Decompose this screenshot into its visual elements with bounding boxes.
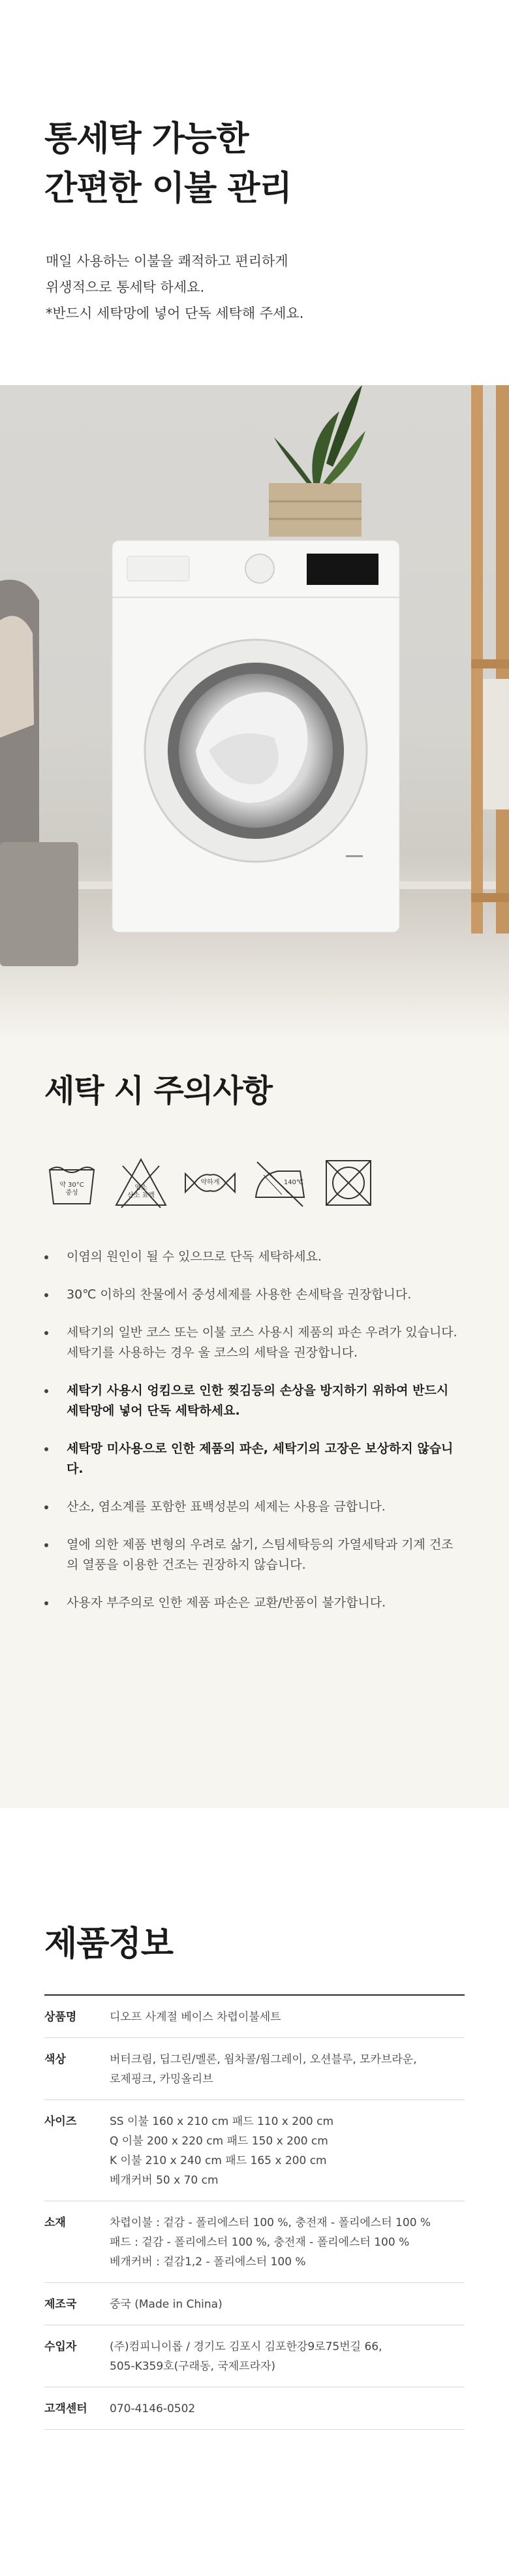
hero-section bbox=[0, 0, 509, 385]
no-iron-icon bbox=[252, 1155, 307, 1210]
spec-table bbox=[44, 1994, 465, 2430]
spec-row-size bbox=[44, 2100, 465, 2201]
hero-desc-line: 위생적으로 통세탁 하세요. bbox=[46, 279, 205, 295]
care-label-icons bbox=[44, 1155, 376, 1214]
caution-list bbox=[44, 1247, 462, 1631]
no-bleach-label: 염소 산소 표백 bbox=[127, 1184, 155, 1199]
spec-row-material bbox=[44, 2201, 465, 2283]
spec-value-line: (주)컴피니이롭 / 경기도 김포시 김포한강9로75번길 66, bbox=[110, 2340, 382, 2353]
spec-value-line: 디오프 사계절 베이스 차렵이불세트 bbox=[110, 2011, 281, 2024]
spec-value bbox=[110, 2295, 223, 2314]
caution-title: 세탁 시 주의사항 bbox=[44, 1073, 272, 1109]
spec-value-line: 중국 (Made in China) bbox=[110, 2298, 223, 2311]
spec-row-importer bbox=[44, 2325, 465, 2387]
hero-title: 통세탁 가능한 간편한 이불 관리 bbox=[44, 119, 292, 208]
spec-value-line: 505-K359호(구래동, 국제프라자) bbox=[110, 2360, 276, 2373]
caution-item-emphasis: 세탁망 미사용으로 인한 제품의 파손, 세탁기의 고장은 보상하지 않습니다. bbox=[44, 1439, 462, 1479]
spec-key: 수입자 bbox=[44, 2340, 77, 2353]
caution-item-emphasis: 세탁기 사용시 엉킴으로 인한 찢김등의 손상을 방지하기 위하여 반드시 세탁망에 넣어 단독 세탁하세요. bbox=[44, 1381, 462, 1421]
spec-key: 사이즈 bbox=[44, 2115, 77, 2128]
spec-row-customer-center bbox=[44, 2387, 465, 2430]
spec-value-line: 070-4146-0502 bbox=[110, 2402, 196, 2415]
caution-item: 산소, 염소계를 포함한 표백성분의 세제는 사용을 금합니다. bbox=[44, 1497, 462, 1517]
product-info-title: 제품정보 bbox=[44, 1924, 173, 1964]
spec-row-origin bbox=[44, 2283, 465, 2325]
spec-value bbox=[110, 2050, 417, 2089]
no-bleach-icon bbox=[114, 1155, 168, 1210]
spec-value-line: 패드 : 겉감 - 폴리에스터 100 %, 충전재 - 폴리에스터 100 % bbox=[110, 2236, 410, 2249]
spec-value bbox=[110, 2399, 195, 2419]
wring-gently-icon bbox=[183, 1155, 238, 1210]
hero-desc-line: *반드시 세탁망에 넣어 단독 세탁해 주세요. bbox=[46, 306, 304, 321]
spec-key: 제조국 bbox=[44, 2298, 77, 2311]
spec-value-line: 차렵이불 : 겉감 - 폴리에스터 100 %, 충전재 - 폴리에스터 100 % bbox=[110, 2216, 431, 2229]
spec-value-line: 베개커버 : 겉감1,2 - 폴리에스터 100 % bbox=[110, 2255, 306, 2269]
wring-gently-label: 약하게 bbox=[200, 1179, 220, 1186]
hero-desc-line: 매일 사용하는 이불을 쾌적하고 편리하게 bbox=[46, 253, 288, 269]
caution-section bbox=[0, 1038, 509, 1808]
spec-value-line: 버터크림, 딥그린/멜론, 웜차콜/웜그레이, 오션블루, 모카브라운, bbox=[110, 2053, 417, 2066]
spec-value bbox=[110, 2213, 431, 2272]
caution-item: 사용자 부주의로 인한 제품 파손은 교환/반품이 불가합니다. bbox=[44, 1593, 462, 1613]
spec-key: 고객센터 bbox=[44, 2402, 87, 2415]
spec-value-line: K 이불 210 x 240 cm 패드 165 x 200 cm bbox=[110, 2154, 327, 2167]
spec-row-color bbox=[44, 2038, 465, 2100]
caution-item: 열에 의한 제품 변형의 우려로 삶기, 스팀세탁등의 가열세탁과 기계 건조의 열풍을 이용한 건조는 권장하지 않습니다. bbox=[44, 1535, 462, 1575]
spec-key: 색상 bbox=[44, 2053, 66, 2066]
hand-wash-label: 약 30°C 중성 bbox=[59, 1182, 84, 1197]
hero-description bbox=[46, 248, 303, 326]
product-info-section bbox=[0, 1808, 509, 2576]
spec-key: 상품명 bbox=[44, 2011, 77, 2024]
caution-item: 30℃ 이하의 찬물에서 중성세제를 사용한 손세탁을 권장합니다. bbox=[44, 1285, 462, 1305]
spec-value bbox=[110, 2337, 382, 2376]
spec-value-line: 베개커버 50 x 70 cm bbox=[110, 2174, 219, 2187]
washing-machine-photo bbox=[0, 385, 509, 1038]
laundry-room-illustration bbox=[0, 385, 509, 1038]
spec-row-name bbox=[44, 1996, 465, 2038]
iron-temp-label: 140℃ bbox=[283, 1179, 304, 1186]
spec-value bbox=[110, 2112, 333, 2190]
spec-value-line: Q 이불 200 x 220 cm 패드 150 x 200 cm bbox=[110, 2135, 328, 2148]
spec-key: 소재 bbox=[44, 2216, 66, 2229]
spec-value bbox=[110, 2007, 281, 2027]
no-tumble-dry-icon bbox=[321, 1155, 376, 1210]
spec-value-line: SS 이불 160 x 210 cm 패드 110 x 200 cm bbox=[110, 2115, 334, 2128]
spec-value-line: 로제핑크, 카밍올리브 bbox=[110, 2073, 213, 2086]
caution-item: 이염의 원인이 될 수 있으므로 단독 세탁하세요. bbox=[44, 1247, 462, 1267]
hand-wash-30-icon bbox=[44, 1155, 99, 1210]
caution-item: 세탁기의 일반 코스 또는 이불 코스 사용시 제품의 파손 우려가 있습니다. 세탁기를 사용하는 경우 울 코스의 세탁을 권장합니다. bbox=[44, 1323, 462, 1363]
